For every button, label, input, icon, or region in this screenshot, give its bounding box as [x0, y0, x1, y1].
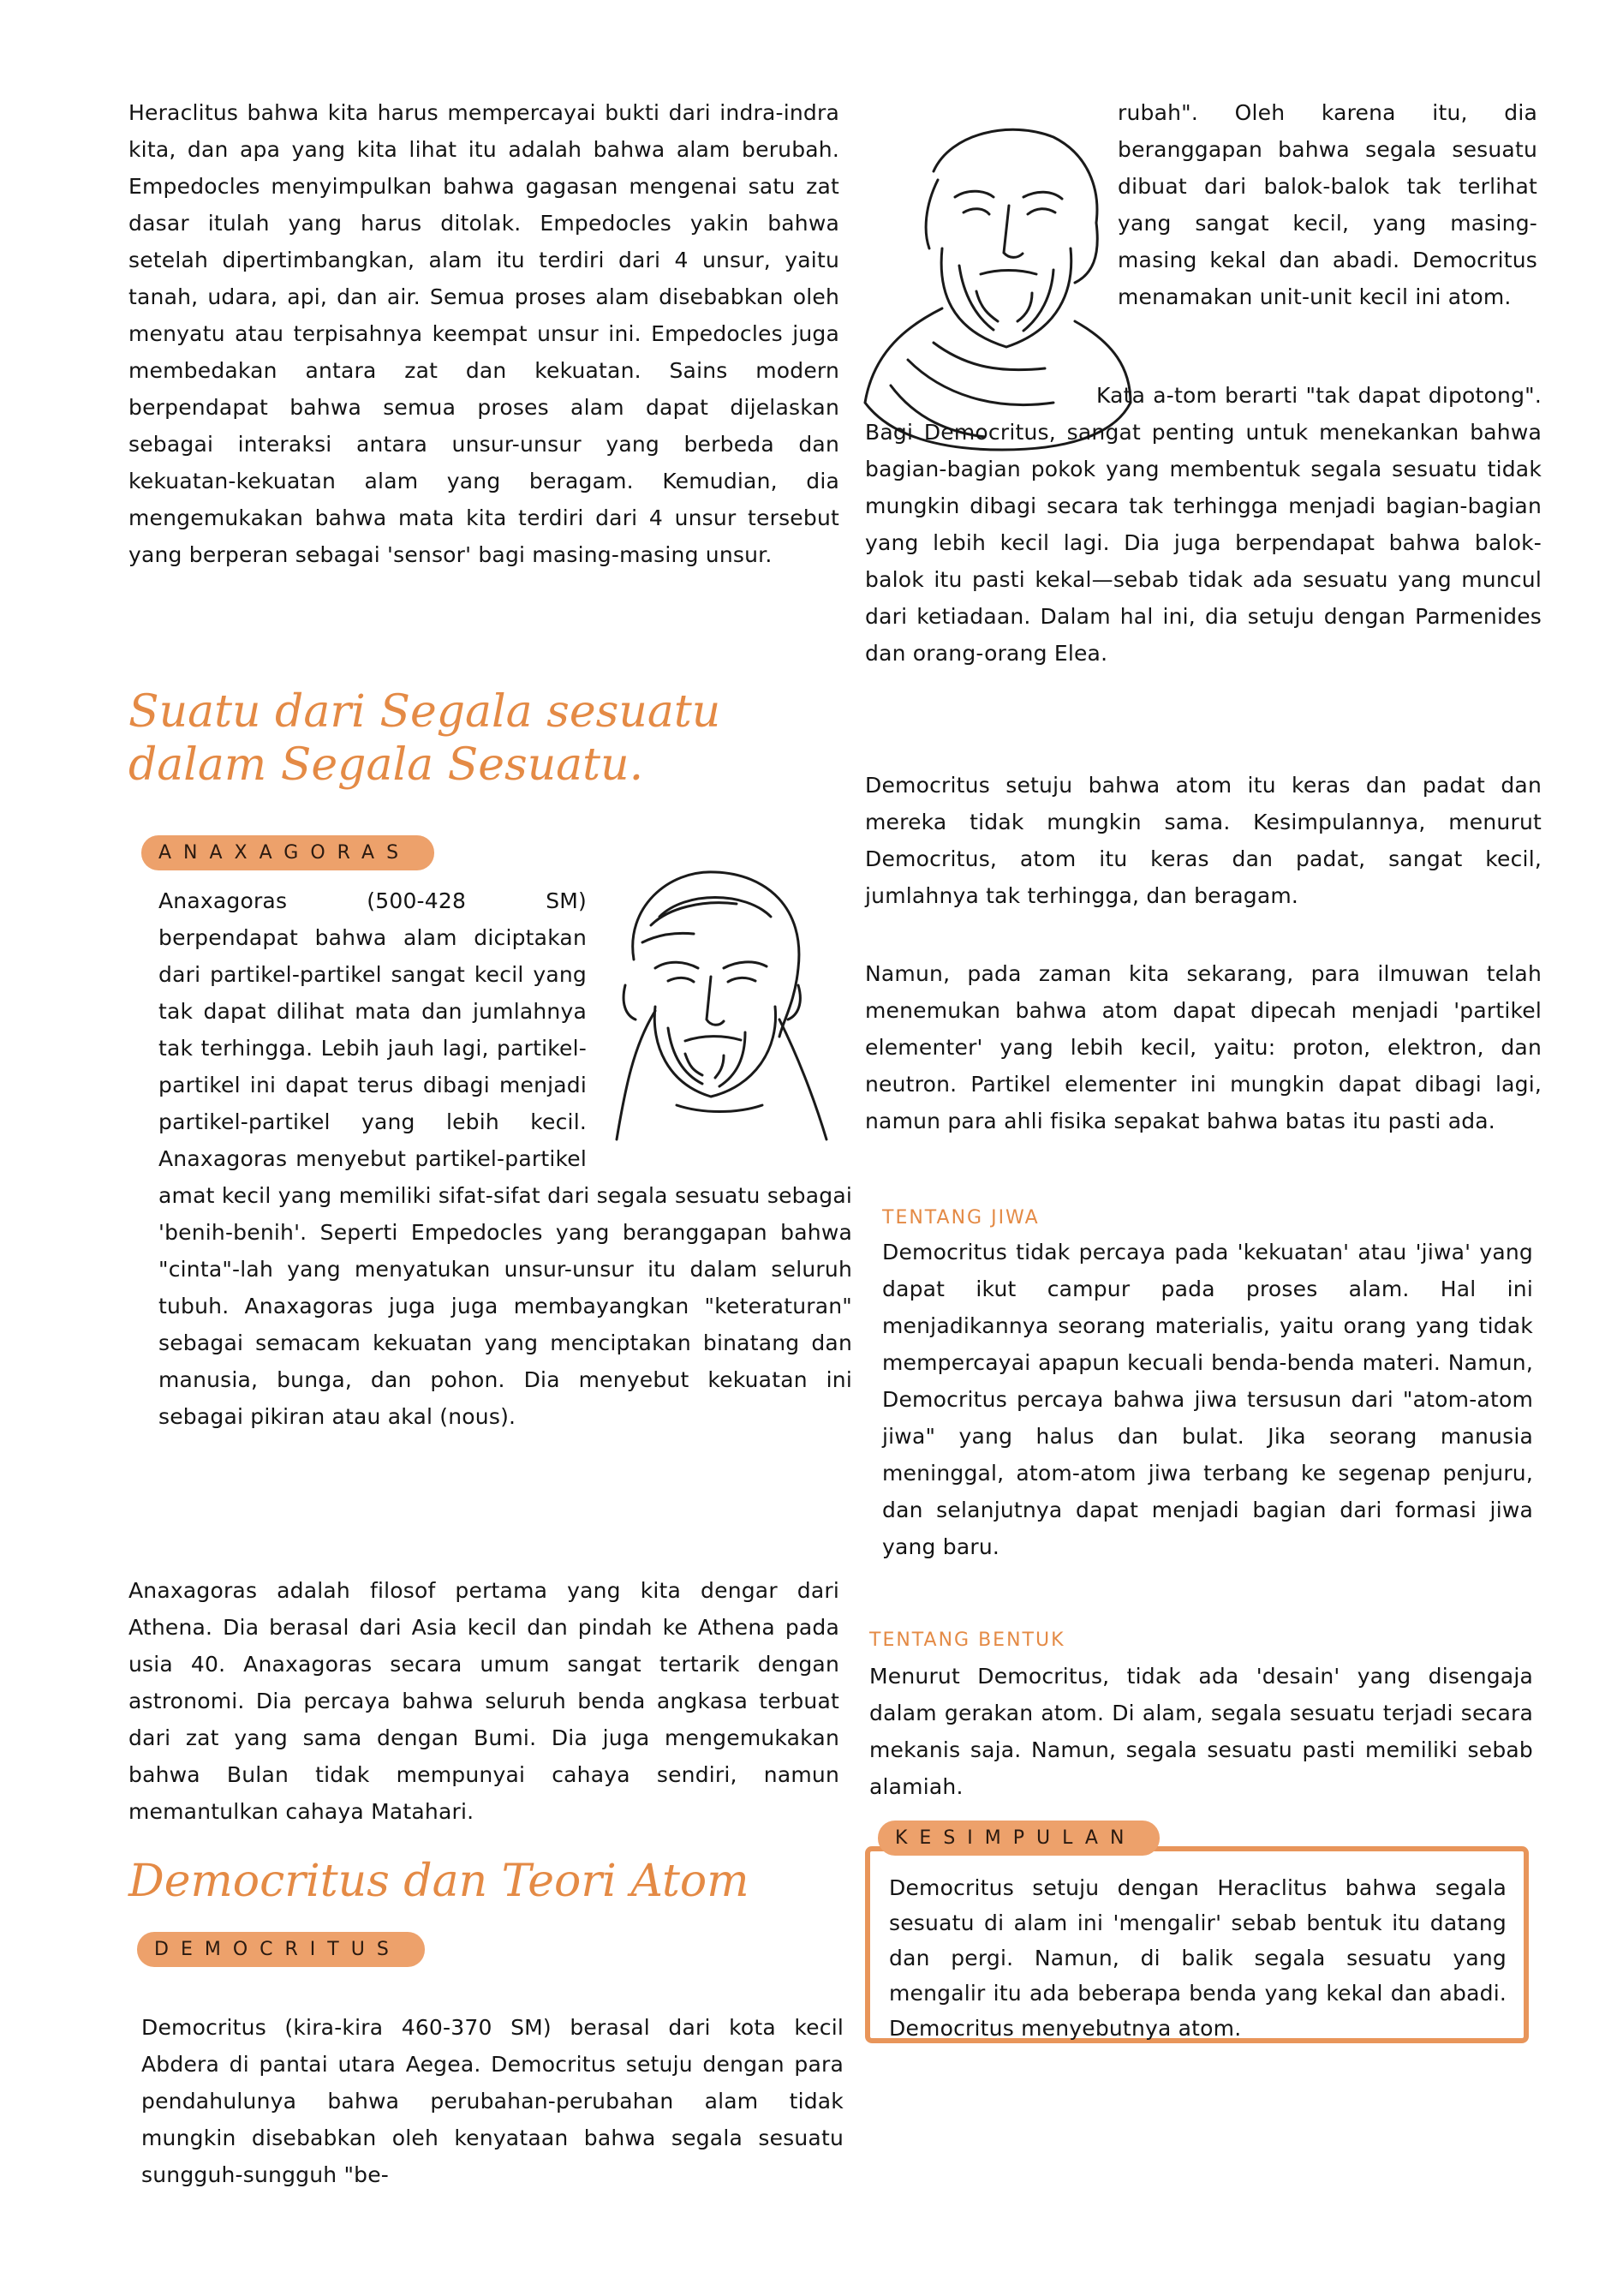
- left-column: [128, 94, 848, 573]
- tag-democritus: DEMOCRITUS: [137, 1932, 425, 1967]
- democritus-cont-paragraph: rubah". Oleh karena itu, dia beranggapan bahwa segala sesuatu dibuat dari balok-balok tak terlihat yang sangat kecil, yang masing-masing kekal dan abadi. Democritus menamakan unit-unit kecil ini atom.: [1118, 100, 1537, 309]
- heading-suatu-dari-segala: Suatu dari Segala sesuatu dalam Segala Sesuatu.: [128, 686, 721, 791]
- anaxagoras-paragraph-1: Anaxagoras (500-428 SM) berpendapat bahwa alam diciptakan dari partikel-partikel sangat kecil yang tak dapat dilihat mata dan jumlahnya tak terhingga. Lebih jauh lagi, partikel-partikel ini dapat terus dibagi menjadi partikel-partikel yang lebih kecil. Anaxagoras menyebut partikel-partikel amat kecil yang memiliki sifat-sifat dari segala sesuatu sebagai 'benih-benih'. Seperti Empedocles yang beranggapan bahwa "cinta"-lah yang menyatukan unsur-unsur itu dalam seluruh tubuh. Anaxagoras juga juga membayangkan "keteraturan" sebagai semacam kekuatan yang menciptakan binatang dan manusia, bunga, dan pohon. Dia menyebut kekuatan ini sebagai pikiran atau akal (nous).: [158, 888, 852, 1429]
- tag-democritus-wrap: [137, 1932, 425, 1967]
- tag-anaxagoras: ANAXAGORAS: [141, 835, 434, 870]
- subheading-tentang-jiwa: TENTANG JIWA: [882, 1207, 1040, 1229]
- tag-kesimpulan: KESIMPULAN: [878, 1821, 1160, 1856]
- tag-anaxagoras-wrap: [141, 835, 434, 870]
- atom-hard-paragraph: Democritus setuju bahwa atom itu keras dan padat dan mereka tidak mungkin sama. Kesimpulannya, menurut Democritus, atom itu keras dan padat, sangat kecil, jumlahnya tak terhingga, dan beragam.: [865, 773, 1542, 908]
- tag-kesimpulan-wrap: [878, 1821, 1160, 1856]
- anaxagoras-paragraph-2: Anaxagoras adalah filosof pertama yang kita dengar dari Athena. Dia berasal dari Asia kecil dan pindah ke Athena pada usia 40. Anaxagoras secara umum sangat tertarik dengan astronomi. Dia percaya bahwa seluruh benda angkasa terbuat dari zat yang sama dengan Bumi. Dia juga mengemukakan bahwa Bulan tidak mempunyai cahaya sendiri, namun memantulkan cahaya Matahari.: [128, 1578, 839, 1824]
- heading-democritus-teori-atom: Democritus dan Teori Atom: [128, 1856, 749, 1907]
- anaxagoras-bust-icon: [574, 857, 839, 1148]
- bentuk-paragraph: Menurut Democritus, tidak ada 'desain' yang disengaja dalam gerakan atom. Di alam, segala sesuatu terjadi secara mekanis saja. Namun, segala sesuatu pasti memiliki sebab alamiah.: [869, 1664, 1533, 1799]
- conclusion-box: [865, 1846, 1529, 2043]
- intro-paragraph: Heraclitus bahwa kita harus mempercayai bukti dari indra-indra kita, dan apa yang kita lihat itu adalah bahwa alam berubah. Empedocles menyimpulkan bahwa gagasan mengenai satu zat dasar itulah yang harus ditolak. Empedocles yakin bahwa setelah dipertimbangkan, alam itu terdiri dari 4 unsur, yaitu tanah, udara, api, dan air. Semua proses alam disebabkan oleh menyatu atau terpisahnya keempat unsur ini. Empedocles juga membedakan antara zat dan kekuatan. Sains modern berpendapat bahwa semua proses alam dapat dijelaskan sebagai interaksi antara unsur-unsur yang berbeda dan kekuatan-kekuatan alam yang beragam. Kemudian, dia mengemukakan bahwa mata kita terdiri dari 4 unsur tersebut yang berperan sebagai 'sensor' bagi masing-masing unsur.: [128, 100, 839, 567]
- conclusion-paragraph: Democritus setuju dengan Heraclitus bahwa segala sesuatu di alam ini 'mengalir' sebab bentuk itu datang dan pergi. Namun, di balik segala sesuatu yang mengalir itu ada beberapa benda yang kekal dan abadi. Democritus menyebutnya atom.: [889, 1875, 1507, 2041]
- subheading-tentang-bentuk: TENTANG BENTUK: [869, 1629, 1065, 1651]
- atom-meaning-paragraph: Kata a-tom berarti "tak dapat dipotong". Bagi Democritus, sangat penting untuk menekankan bahwa bagian-bagian pokok yang membentuk segala sesuatu tidak mungkin dibagi secara tak terhingga menjadi bagian-bagian yang lebih kecil lagi. Dia juga berpendapat bahwa balok-balok itu pasti kekal—sebab tidak ada sesuatu yang muncul dari ketiadaan. Dalam hal ini, dia setuju dengan Parmenides dan orang-orang Elea.: [865, 383, 1542, 666]
- modern-science-paragraph: Namun, pada zaman kita sekarang, para ilmuwan telah menemukan bahwa atom dapat dipecah menjadi 'partikel elementer' yang lebih kecil, yaitu: proton, elektron, dan neutron. Partikel elementer ini mungkin dapat dibagi lagi, namun para ahli fisika sepakat bahwa batas itu pasti ada.: [865, 961, 1542, 1133]
- jiwa-paragraph: Democritus tidak percaya pada 'kekuatan' atau 'jiwa' yang dapat ikut campur pada proses alam. Hal ini menjadikannya seorang materialis, yaitu orang yang tidak mempercayai apapun kecuali benda-benda materi. Namun, Democritus percaya bahwa jiwa tersusun dari "atom-atom jiwa" yang halus dan bulat. Jika seorang manusia meninggal, atom-atom jiwa terbang ke segenap penjuru, dan selanjutnya dapat menjadi bagian dari formasi jiwa yang baru.: [882, 1240, 1533, 1559]
- democritus-paragraph-1: Democritus (kira-kira 460-370 SM) berasal dari kota kecil Abdera di pantai utara Aegea. Democritus setuju dengan para pendahulunya bahwa perubahan-perubahan alam tidak mungkin disebabkan oleh kenyataan bahwa segala sesuatu sungguh-sungguh "be-: [141, 2015, 844, 2187]
